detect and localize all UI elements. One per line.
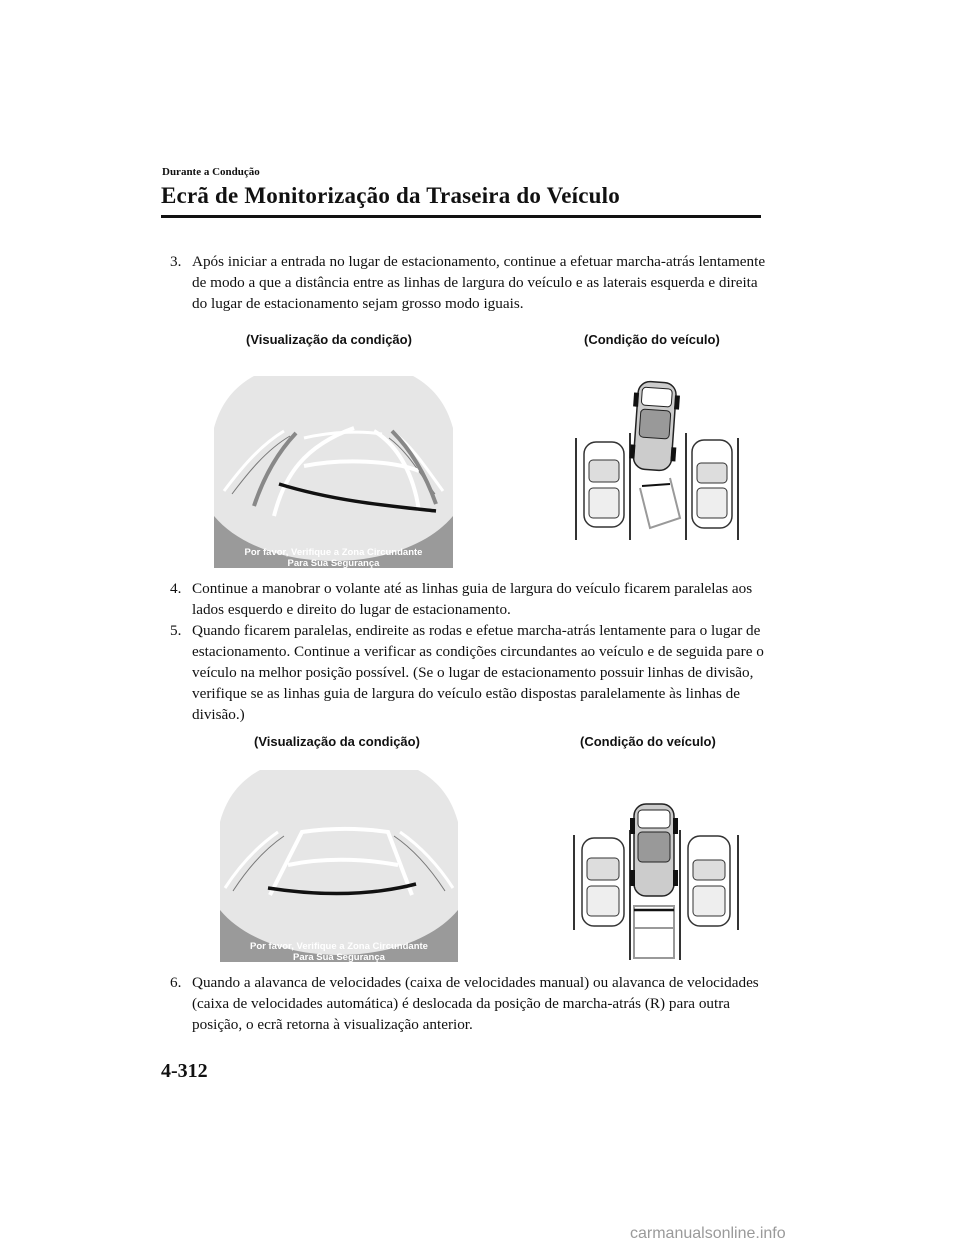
warning-line-1: Por favor, Verifique a Zona Circundante [244,547,423,558]
caption-display-view: (Visualização da condição) [246,332,412,347]
parking-diagram-2 [568,800,742,960]
step-number: 6. [170,974,182,991]
page-number: 4-312 [161,1060,208,1082]
step-3 [170,251,770,314]
step-text: Quando a alavanca de velocidades (caixa de velocidades manual) ou alavanca de velocidades (caixa de velocidades automática) é deslocada da posição de marcha-atrás (R) para outra posição, o ecrã retorna à visualização anterior. [192,974,759,1033]
section-label: Durante a Condução [162,166,260,178]
title-divider [161,215,761,218]
step-text: Após iniciar a entrada no lugar de estacionamento, continue a efetuar marcha-atrás lentamente de modo a que a distância entre as linhas de largura do veículo e as laterais esquerda e direita do lugar de estacionamento sejam grosso modo iguais. [192,253,766,312]
step-number: 4. [170,580,182,597]
warning-line-1: Por favor, Verifique a Zona Circundante [250,941,428,952]
step-6 [170,972,770,1035]
camera-display-1 [214,376,453,568]
step-number: 3. [170,253,182,270]
step-text: Continue a manobrar o volante até as linhas guia de largura do veículo ficarem paralelas aos lados esquerdo e direito do lugar de estacionamento. [192,580,753,618]
caption-vehicle-condition: (Condição do veículo) [584,332,720,347]
warning-line-2: Para Sua Segurança [287,558,380,568]
watermark: carmanualsonline.info [630,1225,786,1242]
step-text: Quando ficarem paralelas, endireite as rodas e efetue marcha-atrás lentamente para o lugar de estacionamento. Continue a verificar as condições circundantes ao veículo e de seguida pare o veículo na melhor posição possível. (Se o lugar de estacionamento possuir linhas de divisão, verifique se as linhas guia de largura do veículo estão dispostas paralelamente às linhas de divisão.) [192,622,764,723]
camera-display-2 [220,770,458,962]
page-title: Ecrã de Monitorização da Traseira do Veículo [161,183,620,208]
step-4 [170,578,770,620]
caption-vehicle-condition: (Condição do veículo) [580,734,716,749]
caption-display-view: (Visualização da condição) [254,734,420,749]
step-number: 5. [170,622,182,639]
warning-line-2: Para Sua Segurança [293,952,385,962]
step-5 [170,620,770,725]
parking-diagram-1 [570,378,742,540]
